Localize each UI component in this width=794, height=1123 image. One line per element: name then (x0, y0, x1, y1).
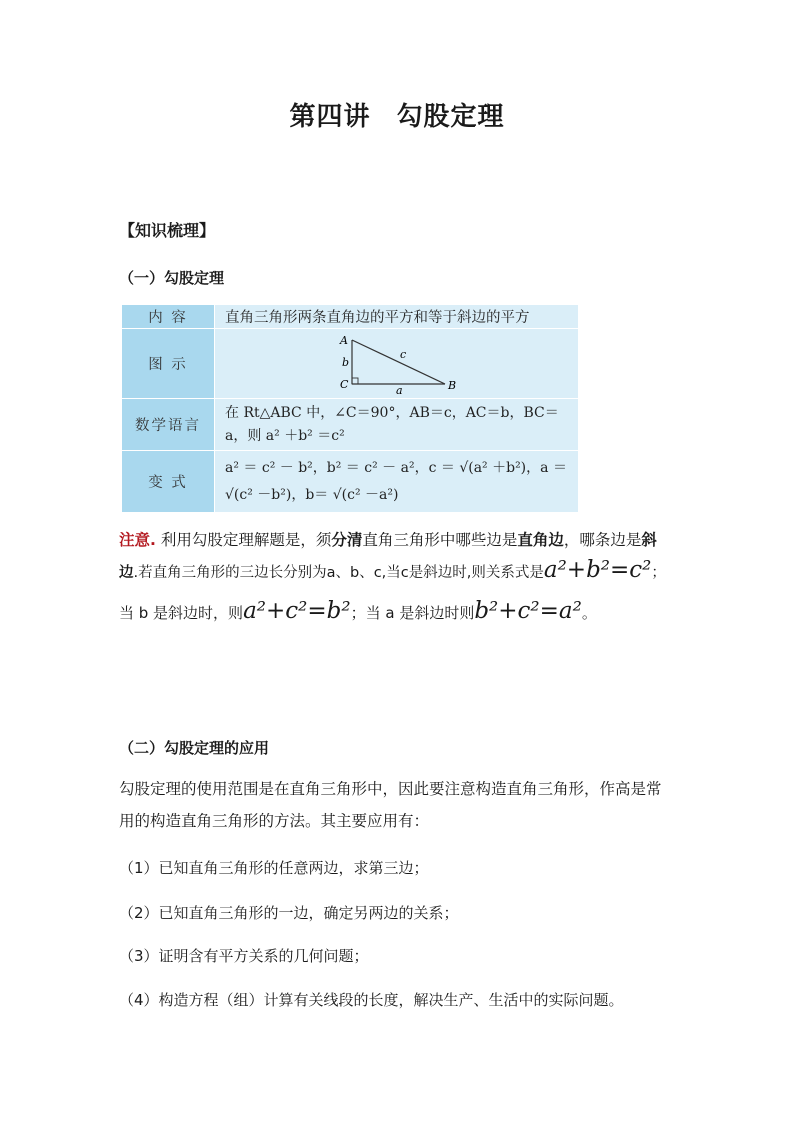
side-label-a: a (396, 383, 403, 394)
formula-1: a²+b²=c² (543, 557, 652, 583)
subsection-heading-1: （一）勾股定理 (119, 269, 225, 287)
theorem-table (121, 304, 579, 513)
table-value-math-language (215, 399, 579, 451)
note-text: 当 b 是斜边时，则 (119, 604, 244, 622)
note-text: .若直角三角形的三边长分别为a、b、c,当c是斜边时,则关系式是 (133, 565, 544, 581)
variants-line-1: a² ＝ c² － b²，b² ＝ c² － a²，c ＝ √(a² ＋b²)，a ＝ (225, 459, 567, 476)
page-title-lecture: 第四讲 (289, 102, 371, 132)
note-text: 直角三角形中哪些边是 (362, 531, 518, 549)
note-emphasis: 直角边 (517, 531, 564, 549)
table-label-variants: 变 式 (122, 451, 215, 513)
vertex-label-b: B (448, 378, 457, 392)
table-label-content: 内 容 (122, 305, 215, 329)
note-line-1: 注意. 利用勾股定理解题是，须分清直角三角形中哪些边是直角边，哪条边是斜 (119, 531, 657, 549)
intro-line-2: 用的构造直角三角形的方法。其主要应用有： (119, 812, 430, 830)
vertex-label-c: C (340, 377, 349, 391)
right-triangle-diagram (330, 334, 530, 394)
list-item: （2）已知直角三角形的一边，确定另两边的关系； (119, 904, 459, 922)
list-item: （3）证明含有平方关系的几何问题； (119, 947, 369, 965)
list-item: （4）构造方程（组）计算有关线段的长度，解决生产、生活中的实际问题。 (119, 991, 624, 1009)
note-label: 注意 (119, 531, 151, 549)
formula-3: b²+c²=a² (474, 598, 582, 624)
subsection-heading-2: （二）勾股定理的应用 (119, 739, 270, 757)
section-heading: 【知识梳理】 (119, 221, 216, 240)
note-line-2 (119, 557, 689, 583)
page-title-topic: 勾股定理 (396, 102, 505, 132)
note-text: 利用勾股定理解题是，须 (160, 531, 332, 549)
math-language-line-2: a，则 a² ＋b² ＝c² (225, 427, 345, 444)
intro-line-1: 勾股定理的使用范围是在直角三角形中，因此要注意构造直角三角形，作高是常 (119, 780, 662, 798)
vertex-label-a: A (340, 333, 348, 347)
table-label-math-language: 数学语言 (122, 399, 215, 451)
formula-2: a²+c²=b² (243, 598, 351, 624)
note-emphasis: 边 (119, 565, 134, 581)
variants-line-2: √(c² －b²)，b＝ √(c² －a²) (225, 486, 399, 503)
table-value-content: 直角三角形两条直角边的平方和等于斜边的平方 (215, 305, 579, 329)
side-label-c: c (400, 347, 407, 361)
table-label-figure: 图 示 (122, 329, 215, 399)
note-text: ，哪条边是 (563, 531, 642, 549)
page-title (0, 96, 794, 133)
table-value-variants (215, 451, 579, 513)
table-value-figure (215, 329, 579, 399)
note-emphasis: 斜 (641, 531, 657, 549)
note-emphasis: 分清 (331, 531, 363, 549)
math-language-line-1: 在 Rt△ABC 中，∠C＝90°，AB＝c，AC＝b，BC＝ (225, 404, 559, 421)
side-label-b: b (342, 355, 350, 369)
list-item: （1）已知直角三角形的任意两边，求第三边； (119, 859, 429, 877)
note-text: ； (651, 565, 666, 581)
note-line-3 (119, 598, 679, 624)
note-text: 。 (581, 604, 597, 622)
note-text: ；当 a 是斜边时则 (350, 604, 475, 622)
